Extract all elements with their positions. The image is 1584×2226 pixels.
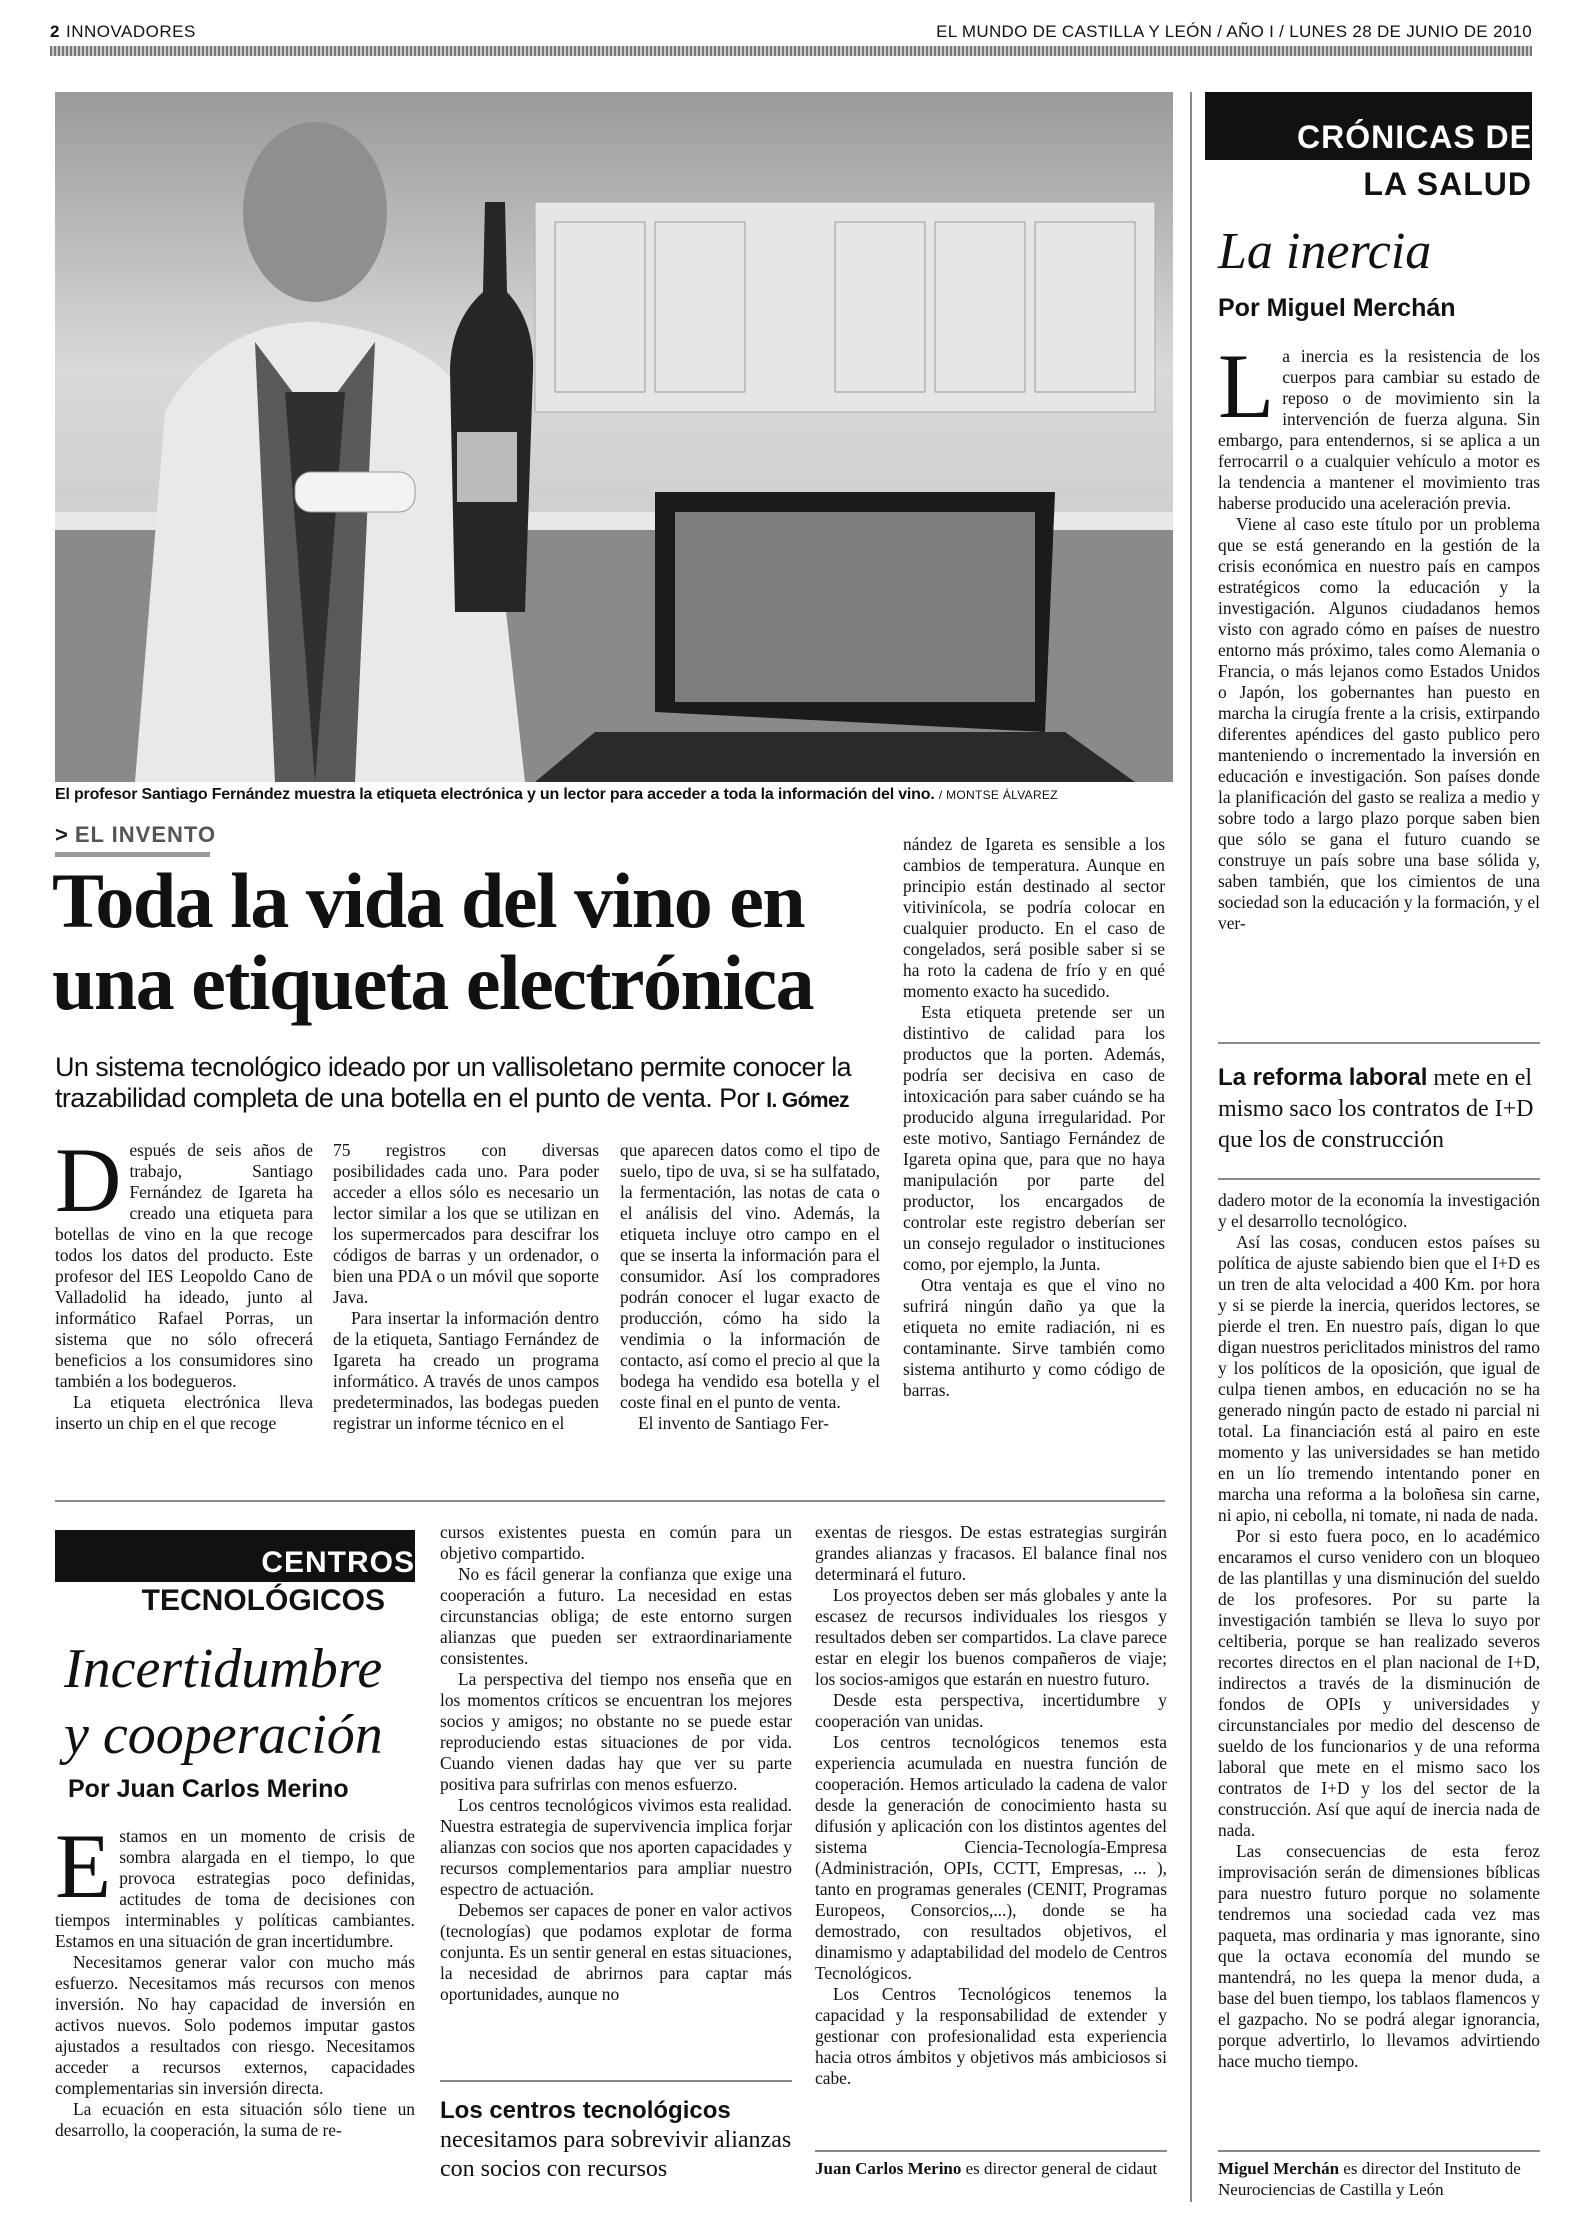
paragraph: La etiqueta electrónica lleva inserto un chip en el que recoge [55,1392,313,1433]
pull-quote-rule [1218,1042,1540,1044]
column-author: Por Juan Carlos Merino [68,1775,349,1803]
paragraph: La perspectiva del tiempo nos enseña que en los momentos críticos se encuentran los mejores socios y amigos; no obstante no se puede estar reproduciendo estas situaciones de por vida. Cuando vienen dadas hay que ver su parte positiva para sufrirlas con menos esfuerzo. [440,1669,792,1794]
photo-credit: / MONTSE ÁLVAREZ [938,788,1058,802]
paragraph: 75 registros con diversas posibilidades cada uno. Para poder acceder a ellos sólo es necesario un lector similar a los que se utilizan en los supermercados para descifrar los códigos de barras y un ordenador, o bien una PDA o un móvil que soporte Java. [333,1140,599,1307]
paragraph: Para insertar la información dentro de la etiqueta, Santiago Fernández de Igareta ha creado un programa informático. A través de unos campos predeterminados, las bodegas pueden registrar un informe técnico en el [333,1308,599,1433]
pull-quote-body: necesitamos para sobrevivir alianzas con socios con recursos [440,2127,792,2182]
paragraph: exentas de riesgos. De estas estrategias surgirán grandes alianzas y fracasos. El balance final nos determinará el futuro. [815,1522,1167,1584]
column-banner [1205,92,1532,160]
paragraph: Las consecuencias de esta feroz improvisación serán de dimensiones bíblicas para nuestro futuro porque no solamente tendremos una sociedad cada vez mas paqueta, mas ordinaria y mas ignorante, sino que la octava economía del mundo se mantendrá, no les quepa la menor duda, a base del buen tiempo, los tablaos flamencos y el gazpacho. No se podrá alegar ignorancia, porque advertirlo, lo llevamos advirtiendo hace mucho tiempo. [1218,1841,1540,2071]
paragraph: cursos existentes puesta en común para un objetivo compartido. [440,1522,792,1563]
column-banner [55,1530,415,1582]
deck-text: Un sistema tecnológico ideado por un vallisoletano permite conocer la trazabilidad completa de una botella en el punto de venta. Por [55,1052,852,1113]
photo-caption [55,786,1173,804]
paragraph: nández de Igareta es sensible a los cambios de temperatura. Aunque en principio están destinado al sector vitivinícola, se podría colocar en cualquier producto. En el caso de congelados, será posible saber si se ha roto la cadena de frío y en qué momento exacto ha sucedido. [903,834,1165,1001]
column-title-line: y cooperación [64,1704,383,1766]
column-title-line: Incertidumbre [64,1638,383,1700]
pull-quote-body: mete en el mismo saco los contratos de I+D que los de construcción [1218,1065,1534,1153]
pull-quote-rule [440,2080,792,2082]
pull-quote-bold: La reforma laboral [1218,1064,1428,1091]
paragraph-text: stamos en un momento de crisis de sombra alargada en el tiempo, lo que provoca estrategias poco definidas, actitudes de toma de decisiones con tiempos interminables y políticas cambiantes. Estamos en una situación de gran incertidumbre. [55,1826,415,1951]
section-label [55,822,216,848]
section-name: INNOVADORES [65,22,196,41]
signature-rule [815,2150,1167,2152]
paragraph: Los centros tecnológicos tenemos esta experiencia acumulada en nuestra función de cooperación. Hemos articulado la cadena de valor desde la generación de conocimiento hasta su difusión y aplicación con los distintos agentes del sistema Ciencia-Tecnología-Empresa (Administración, OPIs, CCTT, Empresas, ... ), tanto en programas generales (CENIT, Programas Europeos, Consorcios,...), donde se ha demostrado, con resultados objetivos, el dinamismo y adaptabilidad del modelo de Centros Tecnológicos. [815,1732,1167,1983]
paragraph: El invento de Santiago Fer- [638,1413,829,1433]
publication-line: EL MUNDO DE CASTILLA Y LEÓN / AÑO I / LUNES 28 DE JUNIO DE 2010 [936,22,1532,41]
drop-cap: D [55,1129,122,1231]
paragraph: Otra ventaja es que el vino no sufrirá ningún daño ya que la etiqueta no emite radiación, ni es contaminante. Sirve también como sistema antihurto y como código de barras. [903,1275,1165,1400]
author-signature [815,2158,1167,2179]
pull-quote-text [1218,1062,1540,1156]
paragraph: que aparecen datos como el tipo de suelo, tipo de uva, si se ha sulfatado, la fermentación, las notas de cata o el análisis del vino. Además, la etiqueta incluye otro campo en el que se inserta la información para el consumidor. Así los compradores podrán conocer el lugar exacto de producción, cómo ha sido la vendimia o la información de contacto, así como el precio al que la bodega ha vendido esa botella y el coste final en el punto de venta. [620,1140,880,1412]
pull-quote-text [440,2096,792,2184]
column-title: La inercia [1218,223,1432,280]
header-rule [50,46,1532,56]
column-author: Por Miguel Merchán [1218,294,1456,322]
paragraph: La ecuación en esta situación sólo tiene un desarrollo, la cooperación, la suma de re- [55,2099,415,2140]
paragraph: Los centros tecnológicos vivimos esta realidad. Nuestra estrategia de supervivencia implica forjar alianzas con socios que nos aporten capacidades y recursos complementarios para ampliar nuestro espectro de actuación. [440,1795,792,1899]
paragraph: No es fácil generar la confianza que exige una cooperación a futuro. La necesidad en estas circunstancias obliga; de este entorno surgen alianzas que pueden ser extraordinariamente consistentes. [440,1564,792,1668]
paragraph [55,1815,415,1952]
drop-cap: E [55,1815,112,1917]
sidebar-divider [1190,92,1192,2202]
paragraph: Por si esto fuera poco, en lo académico encaramos el curso venidero con un bloqueo de las plantillas y una disminución del sueldo de los profesores. Por su parte la investigación también se lleva lo suyo por celtiberia, porque se han realizado severos recortes directos en el plan nacional de I+D, indirectos a través de la disminución de fondos de OPIs y universidades y circunstanciales por medio del descenso de sueldo de los funcionarios y de una reforma laboral que mete en el mismo saco los contratos de I+D y los del sector de la construcción. Así que aquí de inercia nada de nada. [1218,1526,1540,1840]
column-box-rule [55,1500,1165,1502]
paragraph: Así las cosas, conducen estos países su política de ajuste sabiendo bien que el I+D es un tren de alta velocidad a 400 Km. por hora y si se pierde la inercia, queridos lectores, se pierde el tren. En nuestro país, digan lo que digan nuestros periclitados ministros del ramo y los políticos de la oposición, que igual de culpa tienen ambos, en educación no se ha generado ningún pacto de estado ni parcial ni total. La financiación está al pairo en este momento y las universidades se han metido en un lío tremendo intentando poner en marcha una reforma a la boloñesa sin carne, ni apio, ni cebolla, ni tomate, ni nada de nada. [1218,1232,1540,1525]
pull-quote [440,2080,792,2184]
paragraph-text: a inercia es la resistencia de los cuerpos para cambiar su estado de reposo o de movimiento sin la intervención de fuerza alguna. Sin embargo, para entendernos, si se aplica a un ferrocarril o a cualquier vehículo a motor es la tendencia a mantener el movimiento tras haberse producido una aceleración previa. [1218,346,1540,513]
paragraph: Debemos ser capaces de poner en valor activos (tecnologías) que podamos explotar de forma conjunta. Es un sentir general en estas situaciones, la necesidad de abrirnos para captar más oportunidades, aunque no [440,1900,792,2004]
paragraph: Los Centros Tecnológicos tenemos la capacidad y la responsabilidad de extender y gestionar con profesionalidad esta experiencia hacia otros ámbitos y objetivos más ambiciosos si cabe. [815,1984,1167,2088]
paragraph [55,1129,313,1392]
column-text-part-1 [1218,335,1540,934]
author-signature [1218,2158,1540,2200]
header-left [50,22,196,42]
column-text-2 [440,1522,792,2005]
signature-name: Miguel Merchán [1218,2159,1340,2178]
signature-rule [1218,2150,1540,2152]
banner-line-2: LA SALUD [1363,166,1532,202]
caption-text: El profesor Santiago Fernández muestra la etiqueta electrónica y un lector para acceder a toda la información del vino. [55,786,935,803]
article-column-3 [620,1140,880,1434]
paragraph: Desde esta perspectiva, incertidumbre y cooperación van unidas. [815,1690,1167,1731]
column-text-1 [55,1815,415,2141]
column-title [64,1636,383,1768]
pull-quote-rule [1218,1178,1540,1180]
paragraph: Necesitamos generar valor con mucho más esfuerzo. Necesitamos más recursos con menos inversión. No hay capacidad de inversión en activos nuevos. Solo podemos imputar gastos ajustados a resultados con riesgo. Necesitamos acceder a recursos externos, capacidades complementarias sin inversión directa. [55,1952,415,2098]
page-number: 2 [50,22,60,41]
signature-text: es director general de cidaut [965,2159,1158,2178]
paragraph: Viene al caso este título por un problema que se está generando en la gestión de la crisis económica en nuestro país en campos estratégicos como la educación y la investigación. Algunos ciudadanos hemos visto con agrado cómo en países de nuestro entorno más próximo, tales como Alemania o Francia, o más lejanos como Estados Unidos o Japón, los gobernantes han puesto en marcha la cirugía frente a la crisis, extirpando diferentes apéndices del gasto publico pero manteniendo o incrementado la inversión en educación e investigación. Son países donde la planificación del gasto se realiza a medio y sobre todo a largo plazo porque saben bien que sólo se gana el futuro cuando se construye un país sobre una base sólida y, saben también, que los cimientos de una sociedad son la educación y la formación, y el ver- [1218,514,1540,933]
pull-quote [1218,1042,1540,1180]
byline: I. Gómez [766,1089,849,1112]
pull-quote-bold: Los centros tecnológicos [440,2097,731,2124]
signature-text: es director del Instituto de Neurociencias de Castilla y León [1218,2159,1521,2199]
article-photo [55,92,1173,782]
banner-line-1: CRÓNICAS DE [1296,119,1532,155]
paragraph: Esta etiqueta pretende ser un distintivo de calidad para los productos que la porten. Además, podría ser decisiva en caso de intoxicación para saber cuándo se ha producido alguna irregularidad. Por este motivo, Santiago Fernández de Igareta opina que, para que no haya manipulación por parte del productor, los encargados de controlar este registro deberían ser un consejo regulador o instituciones como, por ejemplo, la Junta. [903,1002,1165,1274]
article-column-4 [903,834,1165,1401]
paragraph-text: espués de seis años de trabajo, Santiago Fernández de Igareta ha creado una etiqueta para botellas de vino en la que recoge todos los datos del producto. Este profesor del IES Leopoldo Cano de Valladolid ha ideado, junto al informático Rafael Porras, un sistema que no sólo ofrecerá beneficios a los consumidores sino también a los bodegueros. [55,1140,313,1391]
chevron-right-icon: > [55,822,69,847]
drop-cap: L [1218,335,1275,437]
column-text-part-2 [1218,1190,1540,2072]
column-text-3 [815,1522,1167,2089]
signature-name: Juan Carlos Merino [815,2159,962,2178]
article-column-1 [55,1129,313,1434]
section-label-text: EL INVENTO [74,822,217,847]
article-headline: Toda la vida del vino en una etiqueta electrónica [52,857,814,1026]
paragraph [1218,335,1540,514]
photo-illustration [55,92,1173,782]
paragraph: dadero motor de la economía la investigación y el desarrollo tecnológico. [1218,1190,1540,1231]
paragraph: Los proyectos deben ser más globales y ante la escasez de recursos individuales los riesgos y resultados deben ser compartidos. La clave parece estar en elegir los buenos compañeros de viaje; los socios-amigos que estarán en nuestro futuro. [815,1585,1167,1689]
article-column-2 [333,1140,599,1434]
banner-line-1: CENTROS [261,1546,415,1579]
article-deck [55,1052,885,1116]
banner-line-2: TECNOLÓGICOS [141,1584,385,1617]
